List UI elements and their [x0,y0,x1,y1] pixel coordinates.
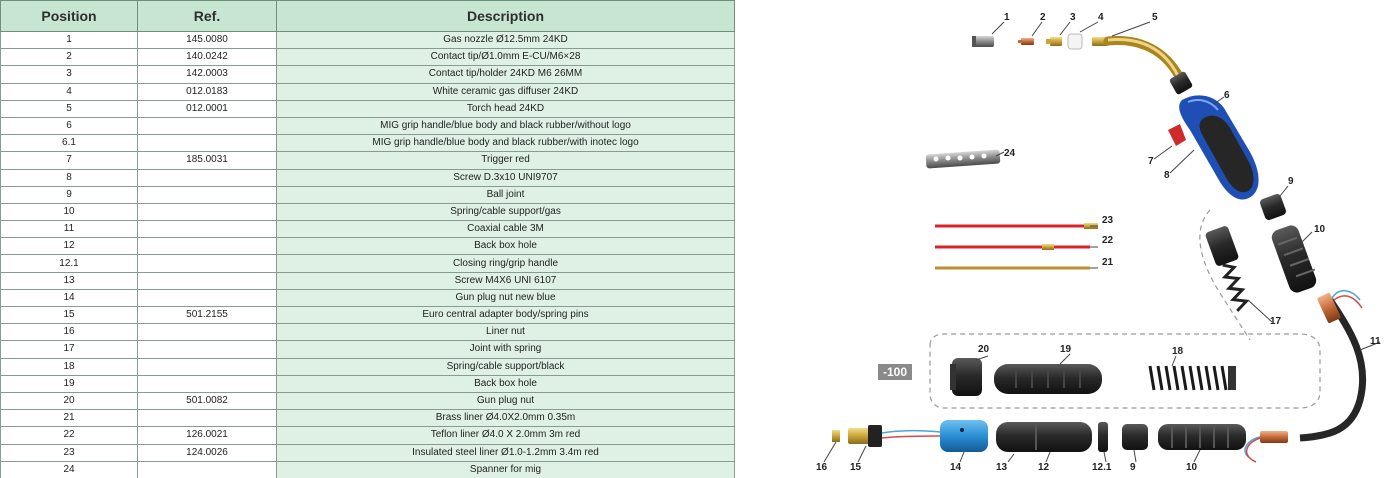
cell-position: 4 [1,83,138,100]
cell-ref: 140.0242 [138,49,277,66]
callout-15: 15 [850,462,862,473]
coaxial-cable-part [1245,291,1363,462]
cell-description: Screw M4X6 UNI 6107 [277,272,735,289]
callout-3: 3 [1070,12,1076,23]
table-row [1,461,735,478]
header-description: Description [277,1,735,32]
table-row [1,324,735,341]
gun-plug-blue-part [940,420,988,452]
cell-position: 16 [1,324,138,341]
cell-description: Teflon liner Ø4.0 X 2.0mm 3m red [277,427,735,444]
cell-description: Liner nut [277,324,735,341]
cell-description: Gun plug nut [277,392,735,409]
group-100-label: -100 [882,365,908,379]
cell-description: Screw D.3x10 UNI9707 [277,169,735,186]
table-row [1,221,735,238]
callout-5: 5 [1152,12,1158,23]
ball-joint-top-part [1259,193,1287,221]
table-row [1,444,735,461]
cell-position: 3 [1,66,138,83]
callout-4: 4 [1098,12,1104,23]
table-row [1,307,735,324]
trigger-part [1168,124,1186,146]
cell-description: Torch head 24KD [277,100,735,117]
torch-head-part [1092,37,1193,95]
cell-ref [138,289,277,306]
cell-position: 11 [1,221,138,238]
cell-description: Insulated steel liner Ø1.0-1.2mm 3.4m red [277,444,735,461]
cell-description: Ball joint [277,186,735,203]
cell-description: Spring/cable support/black [277,358,735,375]
cell-position: 20 [1,392,138,409]
table-row [1,32,735,49]
cell-description: Brass liner Ø4.0X2.0mm 0.35m [277,410,735,427]
gas-diffuser-part [1068,34,1082,49]
table-row [1,135,735,152]
callout-12-1: 12.1 [1092,462,1112,473]
cell-ref [138,255,277,272]
cell-ref: 145.0080 [138,32,277,49]
cell-description: Joint with spring [277,341,735,358]
cell-position: 22 [1,427,138,444]
cell-position: 18 [1,358,138,375]
cell-ref: 012.0183 [138,83,277,100]
euro-adapter-part [848,425,940,447]
cell-ref [138,221,277,238]
cell-position: 12.1 [1,255,138,272]
cell-description: MIG grip handle/blue body and black rubber/without logo [277,117,735,134]
table-row [1,152,735,169]
cell-position: 21 [1,410,138,427]
table-row [1,272,735,289]
back-box-bottom-part [996,422,1092,452]
liner-nut-part [832,430,840,442]
steel-liner-part [935,223,1098,229]
cell-description: Contact tip/holder 24KD M6 26MM [277,66,735,83]
table-row [1,289,735,306]
callout-24: 24 [1004,148,1016,159]
spanner-part [926,149,1001,168]
table-row [1,358,735,375]
callout-14: 14 [950,462,962,473]
callout-17: 17 [1270,316,1282,327]
cell-ref [138,358,277,375]
table-row [1,375,735,392]
cell-position: 19 [1,375,138,392]
cell-ref [138,461,277,478]
cell-position: 12 [1,238,138,255]
callout-10-bottom: 10 [1186,462,1198,473]
cell-ref: 501.2155 [138,307,277,324]
table-row [1,169,735,186]
torch-exploded-diagram [740,0,1387,478]
table-row [1,238,735,255]
table-row [1,203,735,220]
table-row [1,427,735,444]
cell-position: 24 [1,461,138,478]
cell-description: Contact tip/Ø1.0mm E-CU/M6×28 [277,49,735,66]
callout-19: 19 [1060,344,1072,355]
cell-ref [138,135,277,152]
spring-joint-part [1205,225,1249,311]
callout-7: 7 [1148,156,1154,167]
cell-ref [138,341,277,358]
callout-2: 2 [1040,12,1046,23]
cell-position: 5 [1,100,138,117]
spring-support-bottom-part [1158,424,1246,450]
cell-description: Spring/cable support/gas [277,203,735,220]
cell-description: Back box hole [277,375,735,392]
cell-ref [138,375,277,392]
header-position: Position [1,1,138,32]
table-row [1,117,735,134]
cell-position: 8 [1,169,138,186]
table-row [1,83,735,100]
cell-ref: 501.0082 [138,392,277,409]
cell-position: 10 [1,203,138,220]
table-header-row [1,1,735,32]
cell-description: Coaxial cable 3M [277,221,735,238]
cell-description: Gun plug nut new blue [277,289,735,306]
table-row [1,410,735,427]
cell-ref [138,169,277,186]
callout-6: 6 [1224,90,1230,101]
cell-position: 14 [1,289,138,306]
tip-holder-part [1046,37,1062,46]
callout-23: 23 [1102,215,1114,226]
table-row [1,49,735,66]
teflon-liner-part [935,244,1090,250]
grip-handle-part [1179,95,1258,199]
table-row [1,341,735,358]
cell-ref: 012.0001 [138,100,277,117]
cell-description: Trigger red [277,152,735,169]
callout-9-top: 9 [1288,176,1294,187]
cell-description: Gas nozzle Ø12.5mm 24KD [277,32,735,49]
back-box-part [994,364,1102,394]
callout-10-top: 10 [1314,224,1326,235]
gun-plug-nut-part [950,358,982,396]
cell-ref: 124.0026 [138,444,277,461]
cell-position: 17 [1,341,138,358]
ball-joint-bottom-part [1122,424,1148,450]
cell-description: Spanner for mig [277,461,735,478]
callout-11: 11 [1370,336,1381,347]
cell-position: 6.1 [1,135,138,152]
cell-description: Euro central adapter body/spring pins [277,307,735,324]
cell-position: 6 [1,117,138,134]
gas-nozzle-part [972,36,994,47]
cell-ref [138,324,277,341]
callout-12: 12 [1038,462,1050,473]
cell-ref [138,238,277,255]
cell-position: 23 [1,444,138,461]
cell-ref: 185.0031 [138,152,277,169]
cell-ref [138,272,277,289]
cell-ref: 142.0003 [138,66,277,83]
cell-description: Back box hole [277,238,735,255]
cell-position: 15 [1,307,138,324]
cell-position: 7 [1,152,138,169]
table-row [1,100,735,117]
cell-position: 1 [1,32,138,49]
cell-ref [138,410,277,427]
closing-ring-part [1098,422,1108,452]
callout-18: 18 [1172,346,1184,357]
contact-tip-part [1018,38,1034,45]
callout-16: 16 [816,462,828,473]
callout-20: 20 [978,344,990,355]
table-row [1,255,735,272]
callout-8: 8 [1164,170,1170,181]
cell-position: 9 [1,186,138,203]
table-row [1,66,735,83]
callout-21: 21 [1102,257,1114,268]
cell-description: MIG grip handle/blue body and black rubber/with inotec logo [277,135,735,152]
cell-position: 13 [1,272,138,289]
cell-ref [138,117,277,134]
cell-description: Closing ring/grip handle [277,255,735,272]
cell-position: 2 [1,49,138,66]
cell-description: White ceramic gas diffuser 24KD [277,83,735,100]
cell-ref [138,203,277,220]
callout-1: 1 [1004,12,1010,23]
callout-9-bottom: 9 [1130,462,1136,473]
cell-ref [138,186,277,203]
table-row [1,186,735,203]
table-row [1,392,735,409]
cell-ref: 126.0021 [138,427,277,444]
spring-support-top-part [1270,223,1319,295]
callout-13: 13 [996,462,1008,473]
header-ref: Ref. [138,1,277,32]
callout-22: 22 [1102,235,1114,246]
spring-support-black-part [1150,366,1236,390]
